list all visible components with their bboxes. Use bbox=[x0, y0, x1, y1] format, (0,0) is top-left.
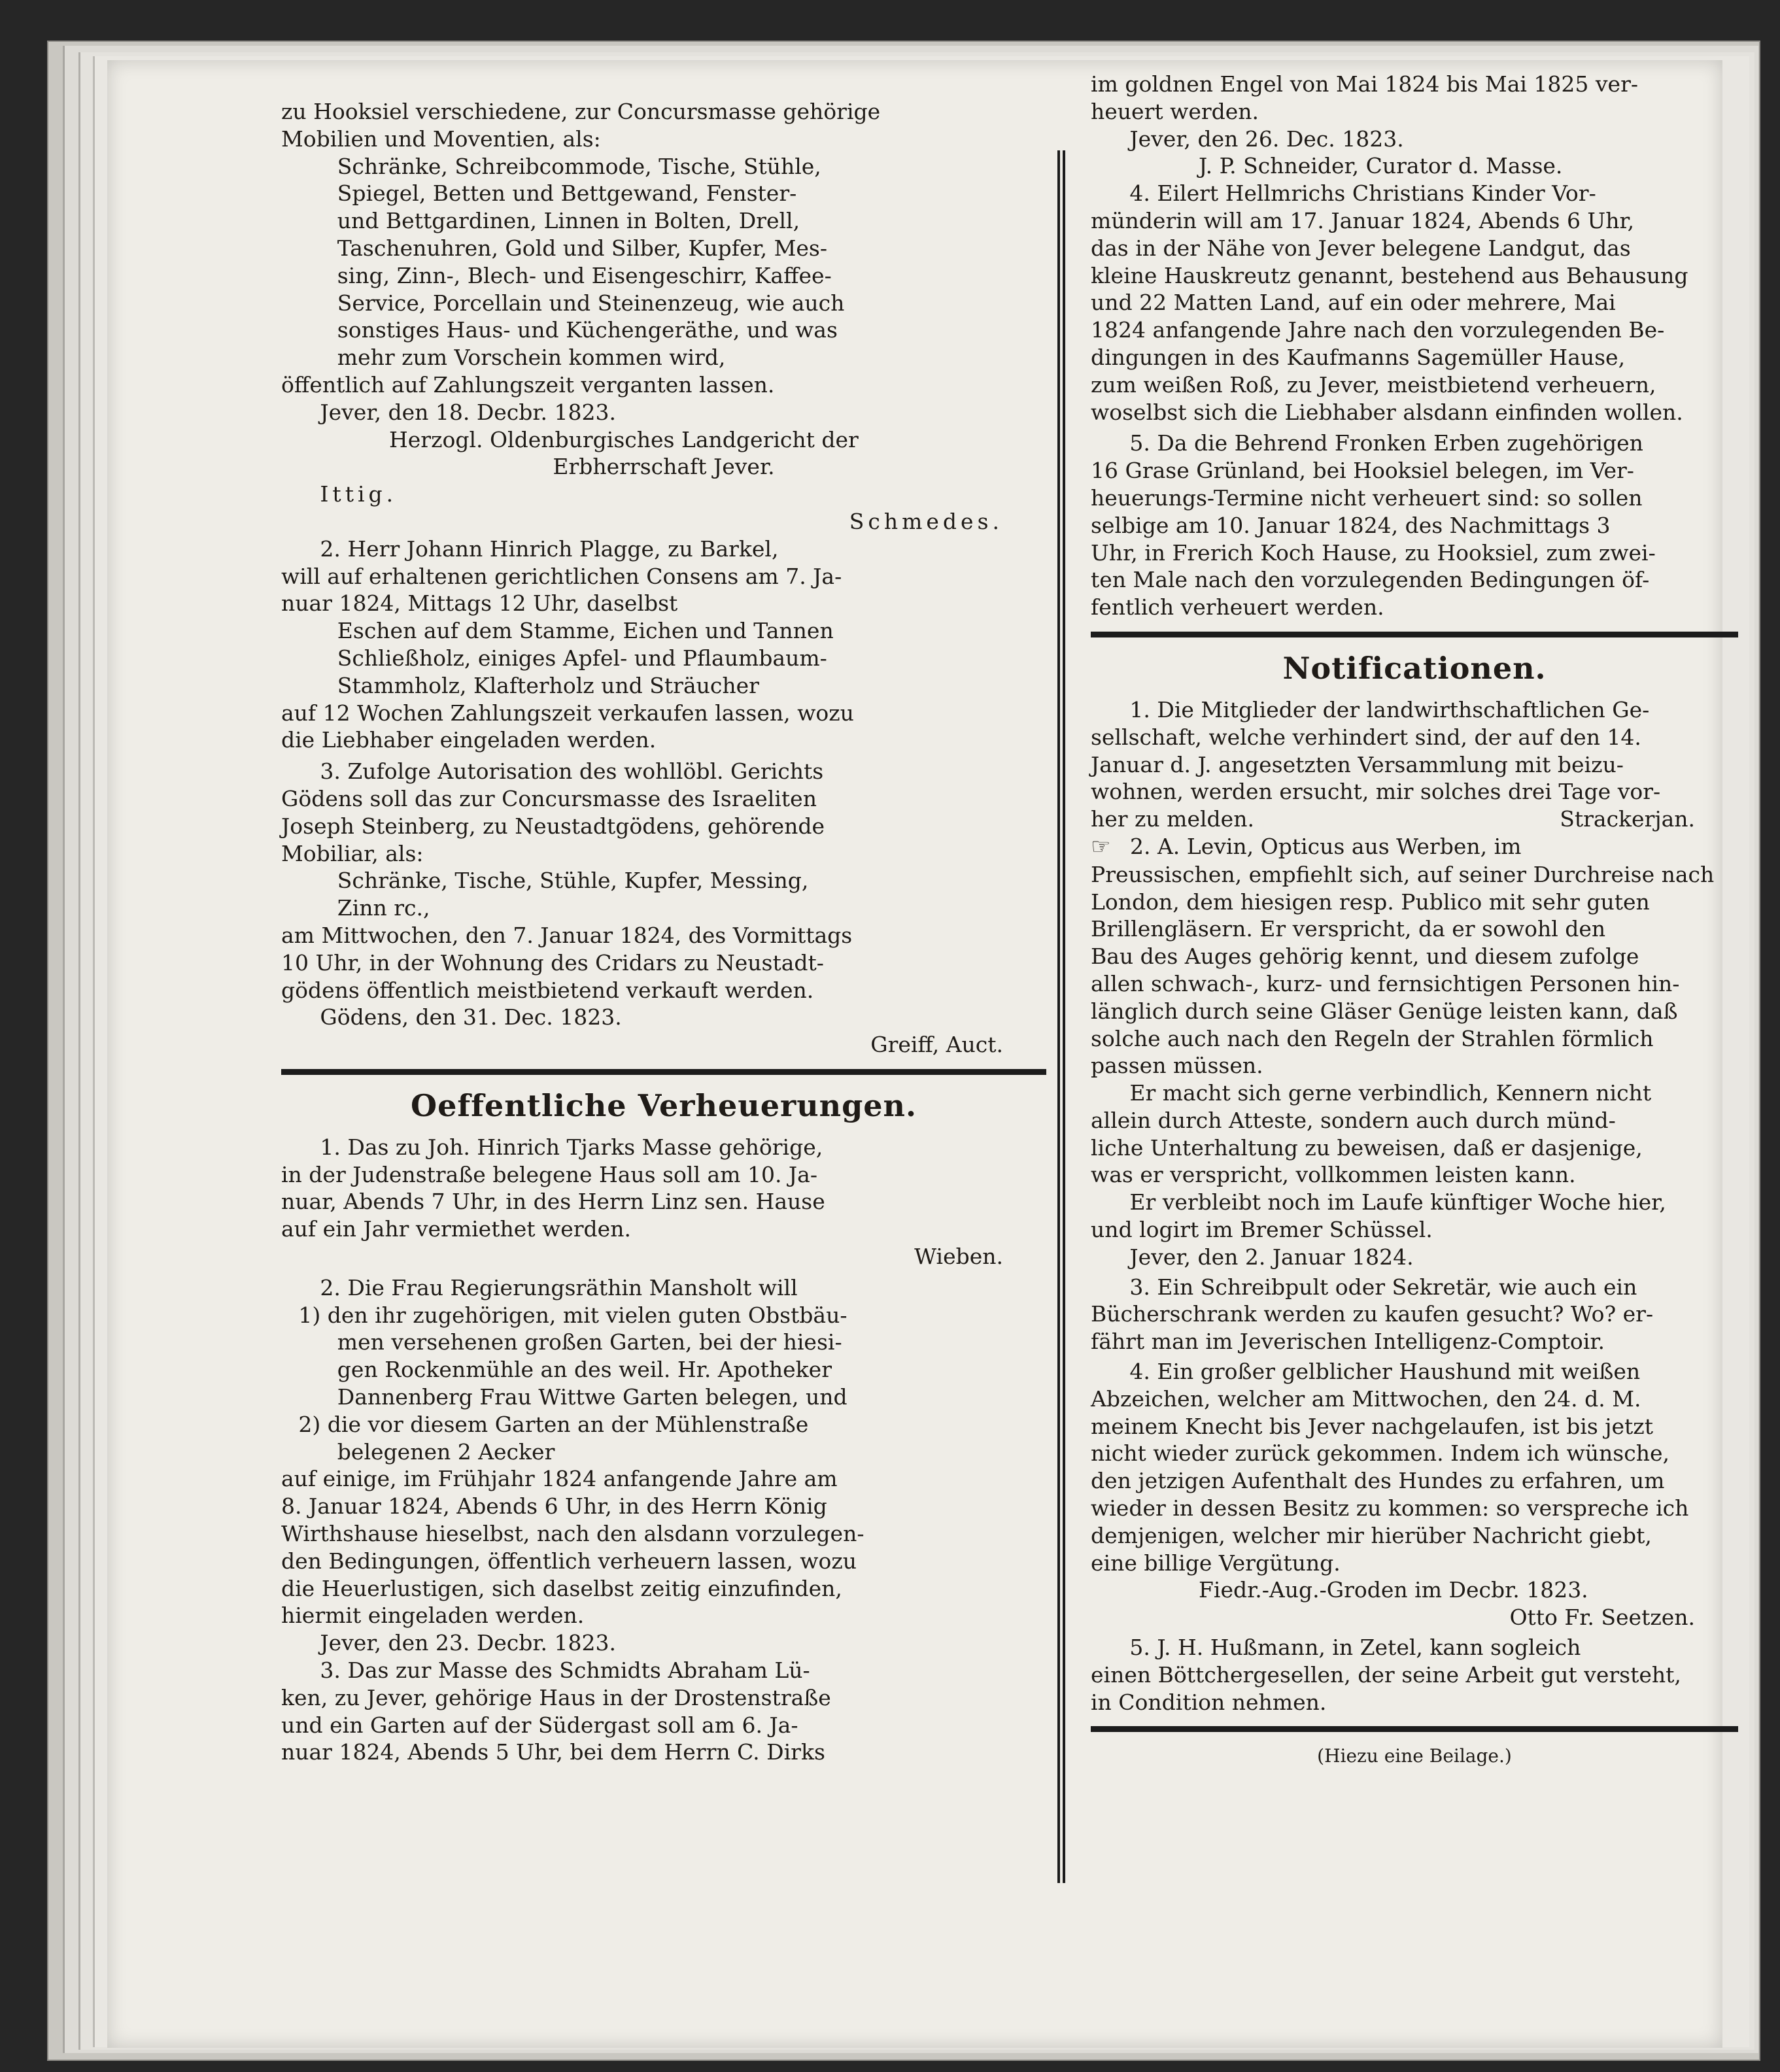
item-line: Eschen auf dem Stamme, Eichen und Tannen bbox=[337, 618, 834, 644]
text-line: die Liebhaber eingeladen werden. bbox=[281, 727, 657, 753]
text-line: 1824 anfangende Jahre nach den vorzulegenden Be- bbox=[1091, 317, 1665, 343]
text-line: eine billige Vergütung. bbox=[1091, 1550, 1341, 1576]
notification-1 bbox=[1091, 696, 1738, 833]
text-line: heuert werden. bbox=[1091, 98, 1259, 124]
text-line: 2. Die Frau Regierungsräthin Mansholt will bbox=[320, 1274, 798, 1300]
text-line: London, dem hiesigen resp. Publico mit sehr guten bbox=[1091, 889, 1650, 915]
text-line: ten Male nach den vorzulegenden Bedingungen öf- bbox=[1091, 567, 1650, 593]
text-line: Preussischen, empfiehlt sich, auf seiner Durchreise nach bbox=[1091, 861, 1715, 887]
text-line: Er macht sich gerne verbindlich, Kennern nicht bbox=[1129, 1080, 1652, 1106]
date-line: Jever, den 26. Dec. 1823. bbox=[1129, 126, 1404, 152]
text-line: Mobiliar, als: bbox=[281, 840, 424, 866]
item-line: sonstiges Haus- und Küchengeräthe, und was bbox=[337, 317, 838, 343]
text-line: auf einige, im Frühjahr 1824 anfangende Jahre am bbox=[281, 1466, 838, 1492]
date-line: Fiedr.-Aug.-Groden im Decbr. 1823. bbox=[1199, 1577, 1588, 1603]
text-line: öffentlich auf Zahlungszeit verganten lassen. bbox=[281, 371, 775, 398]
item-line: Stammholz, Klafterholz und Sträucher bbox=[337, 672, 759, 698]
text-line: 16 Grase Grünland, bei Hooksiel belegen, im Ver- bbox=[1091, 458, 1634, 484]
section-rule bbox=[281, 1069, 1046, 1075]
text-line: 5. J. H. Hußmann, in Zetel, kann sogleich bbox=[1129, 1635, 1581, 1661]
signature: Otto Fr. Seetzen. bbox=[1509, 1605, 1695, 1631]
authority-line: Erbherrschaft Jever. bbox=[553, 454, 775, 480]
text-line: Januar d. J. angesetzten Versammlung mit beizu- bbox=[1091, 751, 1624, 777]
section-heading-notificationen: Notificationen. bbox=[1282, 650, 1547, 686]
text-line: einen Böttchergesellen, der seine Arbeit gut versteht, bbox=[1091, 1661, 1681, 1688]
text-line: allen schwach-, kurz- und fernsichtigen Personen hin- bbox=[1091, 970, 1680, 996]
text-line: nuar 1824, Mittags 12 Uhr, daselbst bbox=[281, 590, 678, 617]
signature: Wieben. bbox=[914, 1244, 1003, 1270]
text-line: nuar, Abends 7 Uhr, in des Herrn Linz sen. Hause bbox=[281, 1189, 825, 1215]
text-line: 10 Uhr, in der Wohnung des Cridars zu Neustadt- bbox=[281, 949, 824, 976]
text-line: kleine Hauskreutz genannt, bestehend aus Behausung bbox=[1091, 262, 1688, 288]
text-line: ken, zu Jever, gehörige Haus in der Drostenstraße bbox=[281, 1684, 831, 1710]
text-line: solche auch nach den Regeln der Strahlen förmlich bbox=[1091, 1025, 1654, 1051]
section-heading-verheuerungen: Oeffentliche Verheuerungen. bbox=[411, 1087, 917, 1123]
authority-line: Herzogl. Oldenburgisches Landgericht der bbox=[389, 426, 859, 452]
item-line: Schränke, Tische, Stühle, Kupfer, Messing, bbox=[337, 868, 809, 894]
text-line: auf ein Jahr vermiethet werden. bbox=[281, 1216, 631, 1242]
item-line: und Bettgardinen, Linnen in Bolten, Drell, bbox=[337, 208, 800, 234]
notice-1-continued bbox=[281, 98, 1046, 535]
text-line: am Mittwochen, den 7. Januar 1824, des Vormittags bbox=[281, 922, 853, 948]
verheuerung-3-continued bbox=[1091, 71, 1738, 180]
column-divider bbox=[1057, 150, 1065, 1883]
notice-3 bbox=[281, 758, 1046, 1059]
left-column bbox=[281, 98, 1046, 1766]
text-line: zu Hooksiel verschiedene, zur Concursmasse gehörige bbox=[281, 99, 881, 124]
text-line: den jetzigen Aufenthalt des Hundes zu erfahren, um bbox=[1091, 1468, 1665, 1494]
text-line: gödens öffentlich meistbietend verkauft werden. bbox=[281, 977, 814, 1003]
text-line: woselbst sich die Liebhaber alsdann einfinden wollen. bbox=[1091, 399, 1683, 425]
item-line: belegenen 2 Aecker bbox=[337, 1438, 555, 1465]
text-line: zum weißen Roß, zu Jever, meistbietend verheuern, bbox=[1091, 371, 1656, 398]
text-line: demjenigen, welcher mir hierüber Nachricht giebt, bbox=[1091, 1522, 1652, 1548]
signature: Strackerjan. bbox=[1560, 806, 1695, 832]
text-line: passen müssen. bbox=[1091, 1053, 1263, 1079]
text-line: will auf erhaltenen gerichtlichen Consens am 7. Ja- bbox=[281, 563, 842, 589]
text-line: dingungen in des Kaufmanns Sagemüller Hause, bbox=[1091, 344, 1626, 370]
text-line: Mobilien und Moventien, als: bbox=[281, 126, 601, 152]
signature: Ittig. bbox=[320, 481, 398, 507]
item-line: Spiegel, Betten und Bettgewand, Fenster- bbox=[337, 180, 797, 207]
text-line bbox=[1091, 806, 1738, 833]
text-line: 2. A. Levin, Opticus aus Werben, im bbox=[1130, 833, 1522, 859]
date-line: Jever, den 23. Decbr. 1823. bbox=[320, 1630, 617, 1656]
text-line: allein durch Atteste, sondern auch durch münd- bbox=[1091, 1107, 1616, 1133]
item-line: Schließholz, einiges Apfel- und Pflaumbaum- bbox=[337, 645, 827, 671]
item-line: sing, Zinn-, Blech- und Eisengeschirr, Kaffee- bbox=[337, 262, 832, 288]
item-line: 1) den ihr zugehörigen, mit vielen guten Obstbäu- bbox=[298, 1302, 847, 1328]
text-line: 3. Zufolge Autorisation des wohllöbl. Gerichts bbox=[320, 758, 824, 785]
text-line: liche Unterhaltung zu beweisen, daß er dasjenige, bbox=[1091, 1134, 1643, 1161]
text-line bbox=[1091, 833, 1738, 861]
notice-2 bbox=[281, 535, 1046, 754]
text-line: Abzeichen, welcher am Mittwochen, den 24. d. M. bbox=[1091, 1385, 1641, 1412]
text-line: nicht wieder zurück gekommen. Indem ich wünsche, bbox=[1091, 1440, 1669, 1467]
text-line: 1. Das zu Joh. Hinrich Tjarks Masse gehörige, bbox=[320, 1134, 823, 1160]
item-line: men versehenen großen Garten, bei der hiesi- bbox=[337, 1329, 842, 1355]
text-line: Gödens soll das zur Concursmasse des Israeliten bbox=[281, 785, 817, 811]
item-line: Service, Porcellain und Steinenzeug, wie auch bbox=[337, 290, 845, 316]
text-line: Brillengläsern. Er verspricht, da er sowohl den bbox=[1091, 916, 1606, 942]
text-line: und ein Garten auf der Südergast soll am 6. Ja- bbox=[281, 1712, 798, 1738]
text-line: Joseph Steinberg, zu Neustadtgödens, gehörende bbox=[281, 813, 825, 839]
text-line: die Heuerlustigen, sich daselbst zeitig einzufinden, bbox=[281, 1575, 842, 1601]
text-line: was er verspricht, vollkommen leisten kann. bbox=[1091, 1162, 1576, 1188]
text-line: 3. Ein Schreibpult oder Sekretär, wie auch ein bbox=[1129, 1274, 1637, 1300]
text-line: Bau des Auges gehörig kennt, und diesem zufolge bbox=[1091, 943, 1639, 970]
signature: J. P. Schneider, Curator d. Masse. bbox=[1199, 153, 1563, 179]
item-line: Dannenberg Frau Wittwe Garten belegen, und bbox=[337, 1384, 847, 1410]
notification-4 bbox=[1091, 1358, 1738, 1631]
text-line: selbige am 10. Januar 1824, des Nachmittags 3 bbox=[1091, 512, 1611, 538]
text-line: fentlich verheuert werden. bbox=[1091, 594, 1384, 620]
section-rule bbox=[1091, 1726, 1738, 1732]
notification-5 bbox=[1091, 1634, 1738, 1716]
text-line: Bücherschrank werden zu kaufen gesucht? Wo? er- bbox=[1091, 1301, 1654, 1327]
signature: Greiff, Auct. bbox=[870, 1032, 1003, 1058]
text-line: 5. Da die Behrend Fronken Erben zugehörigen bbox=[1129, 430, 1643, 456]
verheuerung-4 bbox=[1091, 180, 1738, 426]
date-line: Jever, den 18. Decbr. 1823. bbox=[320, 399, 617, 425]
item-line: mehr zum Vorschein kommen wird, bbox=[337, 345, 726, 371]
text-line: das in der Nähe von Jever belegene Landgut, das bbox=[1091, 235, 1631, 261]
text-line: 4. Eilert Hellmrichs Christians Kinder Vor- bbox=[1129, 180, 1596, 207]
text-line: im goldnen Engel von Mai 1824 bis Mai 1825 ver- bbox=[1091, 71, 1638, 97]
date-line: Gödens, den 31. Dec. 1823. bbox=[320, 1004, 622, 1030]
text-line: den Bedingungen, öffentlich verheuern lassen, wozu bbox=[281, 1548, 857, 1574]
text-line: wohnen, werden ersucht, mir solches drei Tage vor- bbox=[1091, 779, 1661, 805]
text-line: Er verbleibt noch im Laufe künftiger Woche hier, bbox=[1129, 1189, 1666, 1215]
text-line: und 22 Matten Land, auf ein oder mehrere, Mai bbox=[1091, 290, 1616, 316]
notification-3 bbox=[1091, 1274, 1738, 1355]
text-line: sellschaft, welche verhindert sind, der auf den 14. bbox=[1091, 724, 1641, 750]
text-line: nuar 1824, Abends 5 Uhr, bei dem Herrn C. Dirks bbox=[281, 1739, 825, 1765]
text-line: münderin will am 17. Januar 1824, Abends 6 Uhr, bbox=[1091, 207, 1635, 233]
text-line: und logirt im Bremer Schüssel. bbox=[1091, 1217, 1433, 1243]
notification-2 bbox=[1091, 833, 1738, 1271]
verheuerung-1 bbox=[281, 1134, 1046, 1270]
item-line: gen Rockenmühle an des weil. Hr. Apotheker bbox=[337, 1357, 832, 1383]
verheuerung-2 bbox=[281, 1274, 1046, 1657]
supplement-note: (Hiezu eine Beilage.) bbox=[1317, 1745, 1512, 1767]
text-line: meinem Knecht bis Jever nachgelaufen, ist bis jetzt bbox=[1091, 1413, 1653, 1439]
text-line: 1. Die Mitglieder der landwirthschaftlichen Ge- bbox=[1129, 696, 1650, 722]
text-line: Wirthshause hieselbst, nach den alsdann vorzulegen- bbox=[281, 1521, 864, 1547]
text-line: 4. Ein großer gelblicher Haushund mit weißen bbox=[1129, 1359, 1641, 1385]
text-line: auf 12 Wochen Zahlungszeit verkaufen lassen, wozu bbox=[281, 700, 854, 726]
item-line: 2) die vor diesem Garten an der Mühlenstraße bbox=[298, 1411, 809, 1437]
signature: Schmedes. bbox=[849, 508, 1003, 534]
item-line: Zinn rc., bbox=[337, 895, 430, 921]
text-line: hiermit eingeladen werden. bbox=[281, 1603, 585, 1629]
text-line: 2. Herr Johann Hinrich Plagge, zu Barkel, bbox=[320, 535, 779, 562]
text-line: länglich durch seine Gläser Genüge leisten kann, daß bbox=[1091, 998, 1678, 1024]
verheuerung-3 bbox=[281, 1657, 1046, 1766]
section-rule bbox=[1091, 632, 1738, 637]
text-line: fährt man im Jeverischen Intelligenz-Comptoir. bbox=[1091, 1329, 1605, 1355]
item-line: Schränke, Schreibcommode, Tische, Stühle, bbox=[337, 153, 821, 179]
pointing-hand-icon: ☞ bbox=[1091, 833, 1111, 860]
text-line: 8. Januar 1824, Abends 6 Uhr, in des Herrn König bbox=[281, 1493, 827, 1520]
text-line: wieder in dessen Besitz zu kommen: so verspreche ich bbox=[1091, 1495, 1689, 1521]
text-line: 3. Das zur Masse des Schmidts Abraham Lü- bbox=[320, 1657, 810, 1684]
item-line: Taschenuhren, Gold und Silber, Kupfer, Mes- bbox=[337, 235, 828, 261]
verheuerung-5 bbox=[1091, 430, 1738, 621]
text-line: in der Judenstraße belegene Haus soll am 10. Ja- bbox=[281, 1161, 817, 1187]
text-line: her zu melden. bbox=[1091, 806, 1254, 832]
date-line: Jever, den 2. Januar 1824. bbox=[1129, 1244, 1414, 1270]
right-column bbox=[1091, 71, 1738, 1770]
text-line: Uhr, in Frerich Koch Hause, zu Hooksiel, zum zwei- bbox=[1091, 539, 1656, 566]
text-line: heuerungs-Termine nicht verheuert sind: so sollen bbox=[1091, 484, 1643, 511]
text-line: in Condition nehmen. bbox=[1091, 1689, 1327, 1715]
